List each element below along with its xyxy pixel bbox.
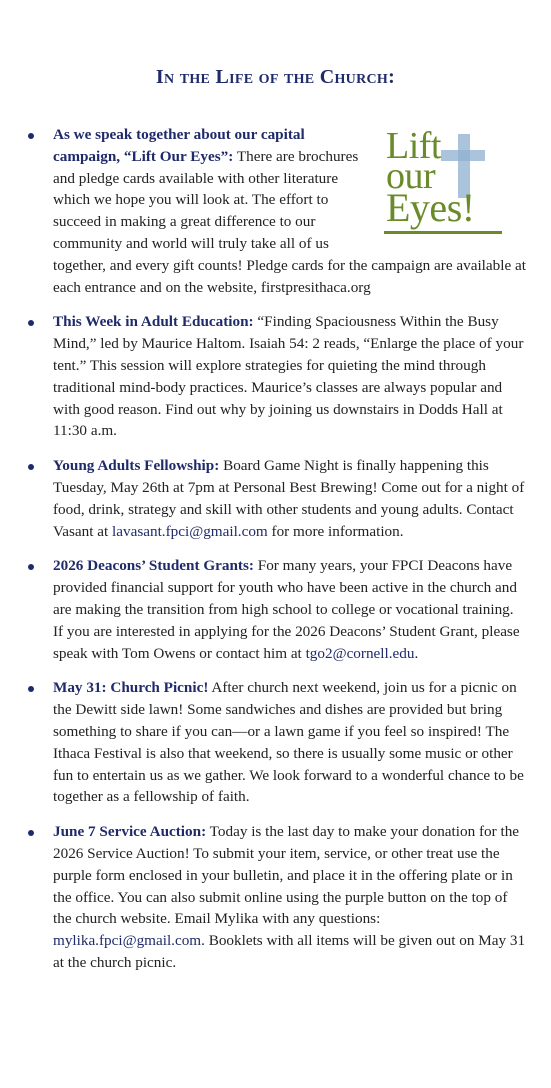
bullet-icon (28, 564, 34, 570)
announcement-service-auction (28, 821, 526, 974)
announcement-body: Board Game Night is finally happening this Tuesday, May 26th at 7pm at Personal Best Brewing! Come out for a night of food, drink, strategy and skill with other students and young adults. Contact Vasant at (53, 457, 525, 540)
announcement-deacons-grants (28, 555, 526, 664)
announcement-heading: This Week in Adult Education: (53, 313, 254, 331)
announcement-capital-campaign (28, 124, 526, 298)
announcement-list (28, 124, 526, 987)
announcement-heading: May 31: Church Picnic! (53, 679, 209, 697)
announcement-body: There are brochures and pledge cards available with other literature which we hope you will look at. The effort to succeed in making a great difference to our community and world will truly take all of us together, and every gift counts! Pledge cards for the campaign are available at each entrance and on the website, firstpresithaca.org (53, 147, 526, 296)
bullet-icon (28, 830, 34, 836)
announcement-adult-education (28, 311, 526, 442)
announcement-body: “Finding Spaciousness Within the Busy Mind,” led by Maurice Haltom. Isaiah 54: 2 reads, “Enlarge the place of your tent.” This session will explore strategies for quieting the mind through traditional mind-body practices. Maurice’s classes are always popular and with good reason. Find out why by joining us downstairs in Dodds Hall at 11:30 a.m. (53, 313, 524, 440)
announcement-body: For many years, your FPCI Deacons have provided financial support for youth who have been active in the church and are making the transition from high school to college or vocational training. If you are interested in applying for the 2026 Deacons’ Student Grant, please speak with Tom Owens or contact him at (53, 557, 520, 662)
announcement-heading: 2026 Deacons’ Student Grants: (53, 557, 254, 575)
logo-line-1: Lift (386, 125, 441, 167)
announcement-tail: for more information. (271, 522, 404, 540)
announcement-heading: June 7 Service Auction: (53, 823, 207, 841)
bullet-icon (28, 133, 34, 139)
announcement-church-picnic (28, 677, 526, 808)
page-title: In the Life of the Church: (155, 66, 396, 88)
email-link[interactable]: lavasant.fpci@gmail.com (112, 522, 268, 540)
bullet-icon (28, 686, 34, 692)
announcement-heading: As we speak together about our capital campaign, “Lift Our Eyes”: (53, 126, 305, 165)
announcement-body: After church next weekend, join us for a picnic on the Dewitt side lawn! Some sandwiches and dishes are provided but bring something to share if you can—or a lawn game if you feel so inspired! The Ithaca Festival is also that weekend, so there is usually some music or other fun to entertain us as we gather. We look forward to a wonderful chance to be together as a fellowship of faith. (53, 679, 524, 806)
logo-line-3: Eyes! (386, 185, 475, 230)
email-link[interactable]: tgo2@cornell.edu (305, 644, 415, 662)
bullet-icon (28, 320, 34, 326)
email-link[interactable]: mylika.fpci@gmail.com (53, 932, 202, 950)
announcement-tail: . (414, 644, 419, 662)
announcement-tail: . Booklets with all items will be given out on May 31 at the church picnic. (53, 932, 526, 971)
announcement-heading: Young Adults Fellowship: (53, 457, 220, 475)
announcement-young-adults (28, 455, 526, 542)
bullet-icon (28, 464, 34, 470)
announcement-body: Today is the last day to make your donation for the 2026 Service Auction! To submit your item, service, or other treat use the purple form enclosed in your bulletin, and place it in the offering plate or in the office. You can also submit online using the purple button on the top of the church website. Email Mylika with any questions: (53, 823, 520, 928)
logo-line-2: our (386, 155, 436, 197)
